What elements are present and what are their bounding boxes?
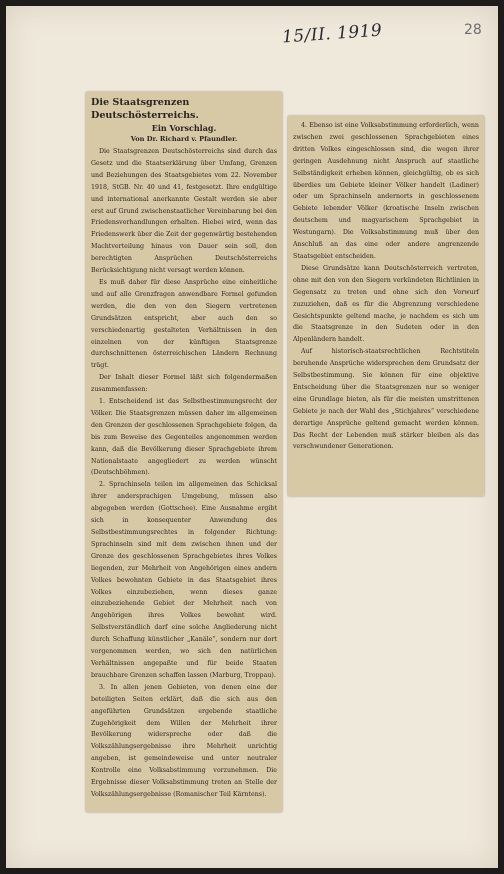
article-byline: Von Dr. Richard v. Pfaundler. <box>130 135 238 143</box>
article-paragraph: Diese Grundsätze kann Deutschösterreich vertreten, ohne mit den von den Siegern verkündeten Richtlinien in Gegensatz zu treten und ohne sich den Vorwurf zuzuziehen, daß es für die Abgrenzung verschiedene Gesichtspunkte geltend mache, je nachdem es sich um die Staatsgrenze in den Sudeten oder in den Alpenländern handelt. <box>293 264 479 344</box>
article-paragraph: Der Inhalt dieser Formel läßt sich folgendermaßen zusammenfassen: <box>91 374 277 394</box>
clipping-left-column <box>86 92 282 812</box>
article-paragraph: 2. Sprachinseln teilen im allgemeinen das Schicksal ihrer andersprachigen Umgebung, müssen also abgegeben werden (Gottschee). Eine Ausnahme ergibt sich in konsequenter Anwendung des Selbstbestimmungsrechtes in folgender Richtung: Sprachinseln sind mit dem zwischen ihnen und der Grenze des geschlossenen Sprachgebietes ihres Volkes liegenden, zur Mehrheit von Angehörigen eines andern Volkes bewohnten Gebiete in das Staatsgebiet ihres Volkes einzubeziehen, wenn dieses ganze einzubeziehende Gebiet der Mehrheit nach von Angehörigen ihres Volkes bewohnt wird. Selbstverständlich darf eine solche Angliederung nicht durch Schaffung künstlicher „Kanäle“, sondern nur dort vorgenommen werden, wo sich den natürlichen Verhältnissen angepaßte und für beide Staaten brauchbare Grenzen schaffen lassen (Marburg, Troppau). <box>91 481 277 679</box>
article-headline: Die Staatsgrenzen Deutschösterreichs. <box>91 97 199 121</box>
article-paragraph: 1. Entscheidend ist das Selbstbestimmungsrecht der Völker. Die Staatsgrenzen müssen daher im allgemeinen den Grenzen der geschlossenen Sprachgebiete folgen, da bis zum Beweise des Gegenteiles angenommen werden kann, daß die Bevölkerung dieser Sprachgebiete ihrem Nationalstaate angegliedert zu werden wünscht (Deutschböhmen). <box>91 398 277 477</box>
handwritten-date: 15/II. 1919 <box>281 20 383 48</box>
article-paragraph: Die Staatsgrenzen Deutschösterreichs sind durch das Gesetz und die Staatserklärung über Umfang, Grenzen und Beziehungen des Staatsgebietes vom 22. November 1918, StGB. Nr. 40 und 41, festgesetzt. Ihre endgültige und international anerkannte Gestalt werden sie aber erst auf Grund zwischenstaatlicher Vereinbarung bei den Friedensverhandlungen erhalten. Hiebei wird, wenn das Friedenswerk über die Zeit der gegenwärtig bestehenden Machtverteilung hinaus von Dauer sein soll, den berechtigten Ansprüchen Deutschösterreichs Berücksichtigung nicht versagt werden können. <box>91 148 277 275</box>
article-paragraph: 4. Ebenso ist eine Volksabstimmung erforderlich, wenn zwischen zwei geschlossenen Sprachgebieten eines dritten Volkes eingeschlossen sind, die wegen ihrer geringen Ausdehnung nicht Anspruch auf staatliche Selbständigkeit erheben können, gleichgültig, ob es sich überdies um Gebiete kleiner Völker handelt (Ladiner) oder um Sprachinseln andernorts in geschlossenem Gebiete lebender Völker (kroatische Inseln zwischen deutschem und magyarischem Sprachgebiet in Westungarn). Die Volksabstimmung muß über den Anschluß an das eine oder andere angrenzende Staatsgebiet entscheiden. <box>293 122 479 260</box>
page-number: 28 <box>464 22 482 38</box>
article-paragraph: Auf historisch-staatsrechtlichen Rechtstiteln beruhende Ansprüche widersprechen dem Grundsatz der Selbstbestimmung. Sie können für eine objektive Entscheidung über die Staatsgrenzen nur so weniger eine Grundlage bieten, als für die meisten umstrittenen Gebiete je nach der Wahl des „Stichjahres“ verschiedene derartige Ansprüche geltend gemacht werden können. Das Recht der Lebenden muß stärker bleiben als das verschwundener Generationen. <box>293 348 479 451</box>
article-paragraph: 3. In allen jenen Gebieten, von denen eine der beteiligten Seiten erklärt, daß die sich aus den angeführten Grundsätzen ergebende staatliche Zugehörigkeit dem Willen der Mehrheit ihrer Bevölkerung widerspreche oder daß die Volkszählungsergebnisse ihre Mehrheit unrichtig angeben, ist gemeindeweise und unter neutraler Kontrolle eine Volksabstimmung vorzunehmen. Die Ergebnisse dieser Volksabstimmung treten an Stelle der Volkszählungsergebnisse (Romanischer Teil Kärntens). <box>91 683 277 798</box>
article-paragraph: Es muß daher für diese Ansprüche eine einheitliche und auf alle Grenzfragen anwendbare Formel gefunden werden, die den von den Siegern vertretenen Grundsätzen entspricht, aber auch den so verschiedenartig gestalteten Verhältnissen in den einzelnen von der künftigen Staatsgrenze durchschnittenen österreichischen Ländern Rechnung trägt. <box>91 278 277 370</box>
article-subhead: Ein Vorschlag. <box>151 123 217 133</box>
clipping-right-column <box>288 116 484 496</box>
